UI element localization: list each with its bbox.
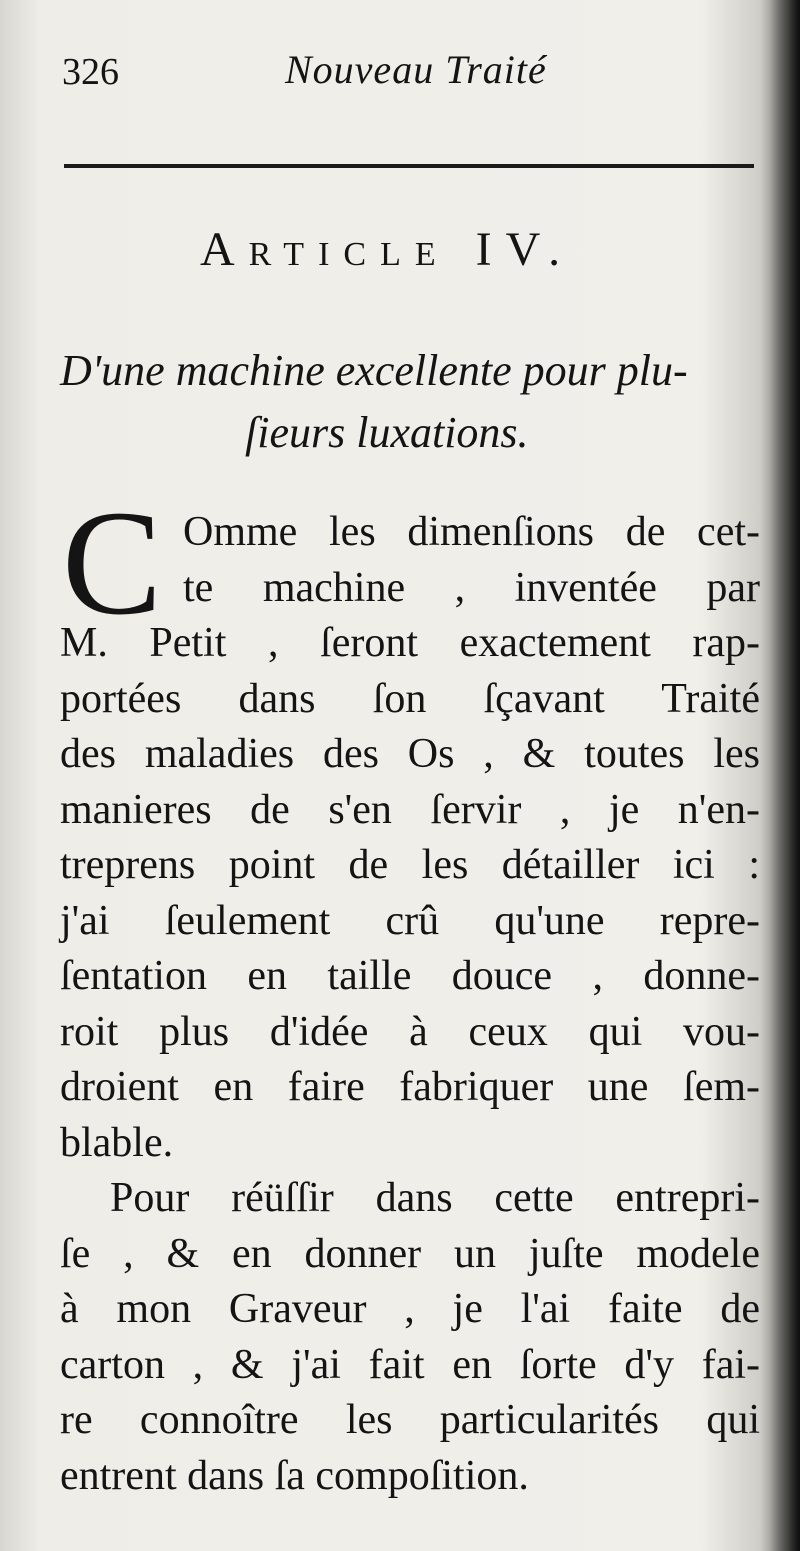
- text-line: à mon Graveur , je l'ai faite de: [60, 1286, 760, 1332]
- body-text: [60, 505, 760, 1504]
- text-line: re connoître les particularités qui: [60, 1397, 760, 1443]
- header-rule: [64, 164, 754, 168]
- text-line: manieres de s'en ſervir , je n'en-: [60, 786, 760, 833]
- text-line: carton , & j'ai fait en ſorte d'y fai-: [60, 1341, 760, 1388]
- running-title: Nouveau Traité: [285, 47, 547, 92]
- text-line: blable.: [60, 1119, 174, 1166]
- text-line: entrent dans ſa compoſition.: [60, 1452, 529, 1499]
- text-line: treprens point de les détailler ici :: [60, 842, 760, 888]
- text-line: portées dans ſon ſçavant Traité: [60, 675, 760, 722]
- page-number: 326: [62, 51, 119, 93]
- text-line: j'ai ſeulement crû qu'une repre-: [60, 897, 760, 944]
- text-line: ſentation en taille douce , donne-: [60, 953, 760, 999]
- text-line: ſe , & en donner un juſte modele: [60, 1230, 760, 1277]
- text-line: te machine , inventée par: [183, 564, 760, 611]
- text-line: roit plus d'idée à ceux qui vou-: [60, 1008, 760, 1055]
- text-line: des maladies des Os , & toutes les: [60, 731, 760, 777]
- text-line: Pour réüſſir dans cette entrepri-: [110, 1175, 760, 1221]
- spine-shadow: [770, 0, 800, 1551]
- text-line: droient en faire fabriquer une ſem-: [60, 1064, 760, 1110]
- subtitle-line: D'une machine excellente pour plu-: [60, 346, 688, 395]
- article-subtitle: [60, 340, 760, 464]
- subtitle-line: ſieurs luxations.: [245, 408, 529, 457]
- text-line: Omme les dimenſions de cet-: [183, 509, 760, 555]
- article-heading: Article IV.: [200, 223, 575, 276]
- text-line: M. Petit , ſeront exactement rap-: [60, 620, 760, 666]
- drop-cap: C: [62, 480, 163, 646]
